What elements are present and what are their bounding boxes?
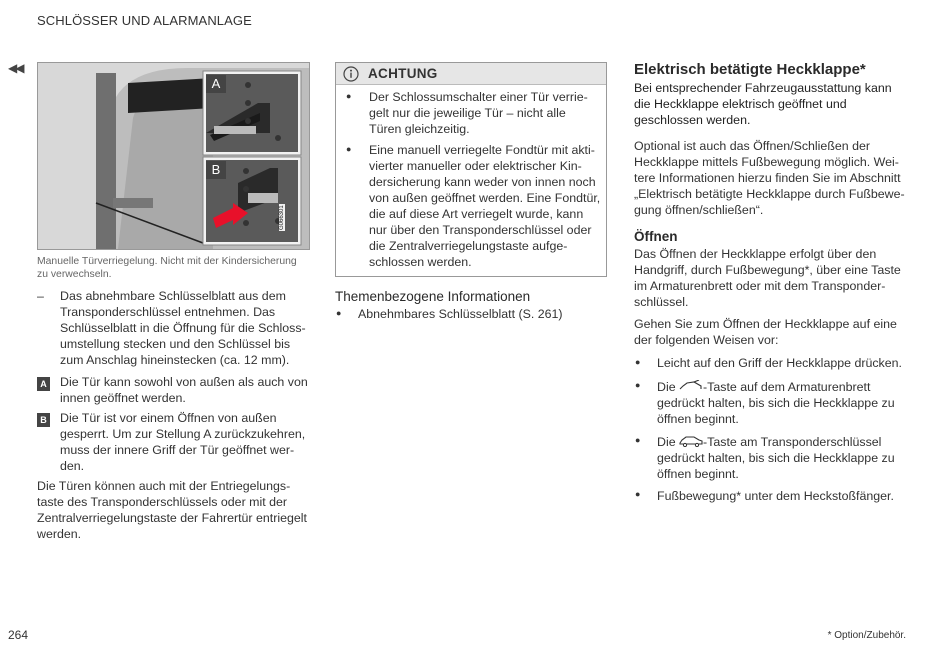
text-line: schlossen werden. [369,255,472,269]
text-line: schlüssel. [634,295,689,309]
option-key-button [657,434,927,482]
text-line: im Armaturenbrett oder mit dem Transponder- [634,279,886,293]
double-chevron-left-icon[interactable]: ◀◀ [8,61,23,75]
step-dash: – [37,289,44,303]
label-b-badge: B [37,413,50,427]
text-line: Zentralverriegelungstaste der Fahrertür entriegelt [37,511,307,525]
text-fragment: -Taste auf dem Armaturenbrett [703,380,871,394]
option-foot-movement: Fußbewegung* unter dem Heckstoßfänger. [657,489,894,503]
text-line [657,434,927,450]
text-line: Heckklappe mittels Fußbewegung möglich. Wei- [634,155,899,169]
text-line: geschlossen werden. [634,113,751,127]
text-line: nur über den Transponderschlüssel oder [369,223,592,237]
figure-caption-line: zu verwechseln. [37,269,112,280]
text-line [657,379,927,395]
text-line: Der Schlossumschalter einer Tür verrie- [369,90,588,104]
figure-label-a: A [206,75,226,93]
text-line: tere Informationen hierzu finden Sie im Abschnitt [634,171,901,185]
text-line: gedrückt halten, bis sich die Heckklappe zu [657,451,895,465]
option-handle: Leicht auf den Griff der Heckklappe drücken. [657,356,902,370]
figure-caption-line: Manuelle Türverriegelung. Nicht mit der Kindersicherung [37,256,297,267]
caution-box [335,62,607,277]
intro-paragraph [634,80,924,128]
running-header: SCHLÖSSER UND ALARMANLAGE [37,13,252,28]
text-line: zum Anschlag hineinstecken (ca. 12 mm). [60,353,290,367]
page-number: 264 [8,628,29,642]
bullet-dot: ● [635,489,641,499]
text-line: der folgenden Weisen vor: [634,333,779,347]
text-line: den. [60,459,85,473]
text-fragment: Die [657,435,680,449]
label-a-badge: A [37,377,50,391]
car-tailgate-key-icon [679,435,703,447]
bullet-dot: ● [336,308,342,318]
text-line: Türen gleichzeitig. [369,122,470,136]
figure-label-b: B [206,161,226,179]
bullet-dot: ● [635,435,641,445]
text-line: Das abnehmbare Schlüsselblatt aus dem [60,289,286,303]
door-lock-illustration [38,63,309,249]
bullet-dot: ● [346,144,352,154]
bullet-dot: ● [346,91,352,101]
unlock-paragraph [37,478,317,542]
caution-title: ACHTUNG [368,66,438,81]
text-line: gedrückt halten, bis sich die Heckklappe zu [657,396,895,410]
text-line: die Zentralverriegelungstaste aufge- [369,239,568,253]
text-line: Bei entsprechender Fahrzeugausstattung kann [634,81,892,95]
text-line: Optional ist auch das Öffnen/Schließen der [634,139,871,153]
text-line: gelt nur die jeweilige Tür – nicht alle [369,106,566,120]
text-line: Gehen Sie zum Öffnen der Heckklappe auf eine [634,317,897,331]
text-line: die auf diese Art verriegelt wurde, kann [369,207,584,221]
open-paragraph [634,246,924,310]
figure-caption [37,255,312,281]
text-line: innen geöffnet werden. [60,391,186,405]
text-line: Eine manuell verriegelte Fondtür mit akti- [369,143,595,157]
text-line: Schlüsselblatt in die Öffnung für die Schloss- [60,321,306,335]
text-line: umstellung stecken und den Schlüssel bis [60,337,291,351]
text-line: gung öffnen/schließen“. [634,203,764,217]
optional-paragraph [634,138,924,218]
text-line: von außen geöffnet werden. Eine Fondtür, [369,191,601,205]
text-line: öffnen beginnt. [657,412,739,426]
text-fragment: -Taste am Transponderschlüssel [703,435,882,449]
caution-header [336,63,606,85]
position-a-note [37,374,312,408]
caution-item [369,142,604,270]
text-line: Transponderschlüssel entnehmen. Das [60,305,276,319]
text-line: die Heckklappe elektrisch geöffnet und [634,97,847,111]
text-line: Das Öffnen der Heckklappe erfolgt über den [634,247,877,261]
text-line: „Elektrisch betätigte Heckklappe durch Fußbewe- [634,187,905,201]
text-line: Die Tür ist vor einem Öffnen von außen [60,411,277,425]
tailgate-button-icon [679,380,703,392]
option-dashboard-button [657,379,927,427]
door-lock-figure [37,62,310,250]
related-title: Themenbezogene Informationen [335,289,531,304]
info-icon [343,66,359,82]
text-line: Handgriff, durch Fußbewegung*, über eine Taste [634,263,901,277]
text-line: dersicherung kann weder von innen noch [369,175,596,189]
text-line: öffnen beginnt. [657,467,739,481]
text-line: taste des Transponderschlüssels oder mit der [37,495,288,509]
figure-code: G066301 [279,205,285,230]
section-title: Elektrisch betätigte Heckklappe* [634,61,866,78]
text-line: vierter manueller oder elektrischer Kin- [369,159,582,173]
caution-item [369,89,604,137]
open-subtitle: Öffnen [634,229,678,244]
bullet-dot: ● [635,380,641,390]
text-line: Die Türen können auch mit der Entriegelungs- [37,479,291,493]
text-line: gesperrt. Um zur Stellung A zurückzukehren, [60,427,306,441]
ways-paragraph [634,316,924,348]
text-line: werden. [37,527,82,541]
position-b-note [37,410,312,476]
step-text [60,288,320,368]
text-line: Die Tür kann sowohl von außen als auch von [60,375,308,389]
related-link[interactable]: Abnehmbares Schlüsselblatt (S. 261) [358,307,563,321]
bullet-dot: ● [635,357,641,367]
footnote: * Option/Zubehör. [827,630,906,641]
text-line: muss der innere Griff der Tür geöffnet wer- [60,443,295,457]
text-fragment: Die [657,380,680,394]
